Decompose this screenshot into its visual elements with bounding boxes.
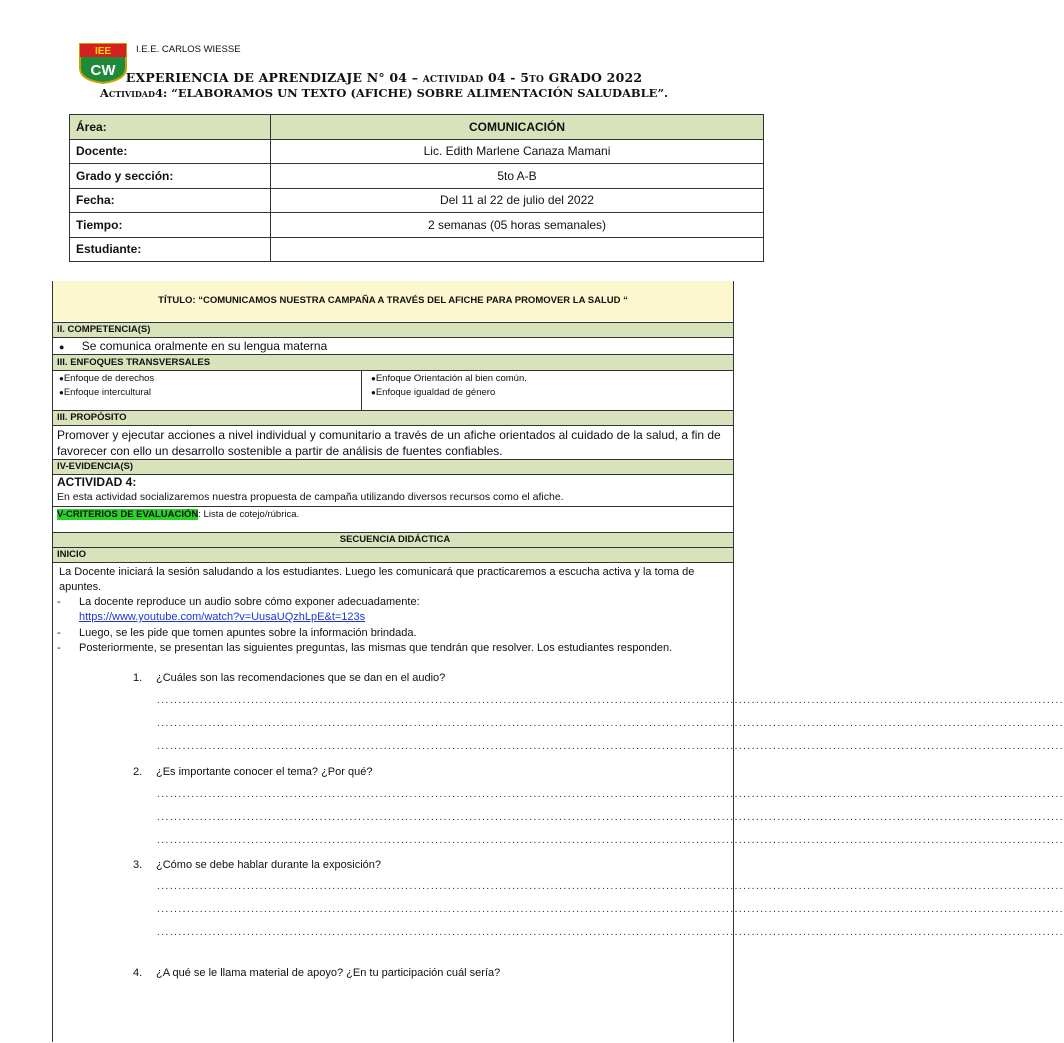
- answer-line[interactable]: ....................................................................................................................................................................................................................: [157, 835, 1064, 846]
- question: [133, 859, 381, 871]
- divider: [361, 371, 362, 411]
- session-title: TÍTULO: “COMUNICAMOS NUESTRA CAMPAÑA A TRAVÉS DEL AFICHE PARA PROMOVER LA SALUD “: [158, 295, 628, 306]
- question-text: ¿Cómo se debe hablar durante la exposición?: [156, 859, 382, 871]
- info-value: Del 11 al 22 de julio del 2022: [271, 188, 764, 213]
- criterios-row: [53, 506, 733, 522]
- student-field[interactable]: [271, 237, 764, 262]
- title-part: - 5: [505, 70, 530, 85]
- question-text: ¿Es importante conocer el tema? ¿Por qué?: [156, 766, 373, 778]
- competencia-row: [53, 337, 733, 354]
- logo-bottom-text: CW: [90, 62, 116, 79]
- info-key: Área:: [70, 115, 271, 140]
- page-subtitle: [0, 86, 768, 100]
- actividad-heading: ACTIVIDAD 4:: [57, 475, 137, 489]
- bullet-icon: ●: [59, 388, 64, 397]
- answer-line[interactable]: ....................................................................................................................................................................................................................: [157, 904, 1064, 915]
- session-title-row: [53, 281, 733, 321]
- table-row: [70, 237, 764, 262]
- answer-line[interactable]: ....................................................................................................................................................................................................................: [157, 695, 1064, 706]
- title-part: EXPERIENCIA DE APRENDIZAJE N° 04 –: [125, 70, 423, 85]
- actividad-text: En esta actividad socializaremos nuestra propuesta de campaña utilizando diversos recursos como el afiche.: [57, 491, 564, 503]
- info-key: Fecha:: [70, 188, 271, 213]
- enfoque-text: Enfoque intercultural: [63, 387, 151, 398]
- criterios-heading: V-CRITERIOS DE EVALUACIÓN: [57, 509, 199, 520]
- session-block: [52, 281, 1064, 1042]
- answer-line[interactable]: ....................................................................................................................................................................................................................: [157, 741, 1064, 752]
- info-table: [69, 114, 764, 262]
- enfoque-text: Enfoque igualdad de género: [375, 387, 496, 398]
- dash: -: [57, 642, 61, 654]
- evidencia-heading: IV-EVIDENCIA(S): [53, 459, 733, 474]
- title-part: GRADO 2022: [544, 70, 643, 85]
- bullet-icon: ●: [59, 374, 64, 383]
- question: [133, 672, 445, 684]
- school-name: I.E.E. CARLOS WIESSE: [136, 44, 241, 55]
- enfoque-item: [59, 373, 154, 384]
- bullet-icon: ●: [59, 342, 65, 352]
- enfoques-row: [53, 370, 733, 411]
- answer-line[interactable]: ....................................................................................................................................................................................................................: [157, 789, 1064, 800]
- question-number: 2.: [133, 766, 143, 778]
- inicio-heading: INICIO: [53, 547, 733, 562]
- info-key: Grado y sección:: [70, 164, 271, 189]
- subtitle-part: A: [99, 86, 109, 100]
- proposito-heading: III. PROPÓSITO: [53, 410, 733, 425]
- info-value: Lic. Edith Marlene Canaza Mamani: [271, 139, 764, 164]
- page-title: [0, 70, 768, 85]
- title-part: to: [529, 70, 545, 85]
- table-row: [70, 164, 764, 189]
- table-row: [70, 188, 764, 213]
- title-part: actividad 04: [422, 70, 506, 85]
- secuencia-heading: SECUENCIA DIDÁCTICA: [53, 532, 733, 547]
- answer-line[interactable]: ....................................................................................................................................................................................................................: [157, 812, 1064, 823]
- info-key: Docente:: [70, 139, 271, 164]
- dash: -: [57, 596, 61, 608]
- question-number: 4.: [133, 967, 143, 979]
- bullet-text: Luego, se les pide que tomen apuntes sobre la información brindada.: [79, 627, 417, 639]
- video-link[interactable]: https://www.youtube.com/watch?v=UusaUQzhLpE&t=123s: [79, 611, 366, 623]
- enfoques-heading: III. ENFOQUES TRANSVERSALES: [53, 354, 733, 370]
- table-row: [70, 139, 764, 164]
- competencia-text: Se comunica oralmente en su lengua materna: [81, 339, 328, 353]
- enfoque-item: [371, 373, 527, 384]
- subtitle-part: ctividad: [108, 86, 155, 100]
- question-text: ¿A qué se le llama material de apoyo? ¿En tu participación cuál sería?: [156, 967, 501, 979]
- question-number: 3.: [133, 859, 143, 871]
- question: [133, 967, 500, 979]
- enfoque-item: [371, 387, 495, 398]
- answer-line[interactable]: ....................................................................................................................................................................................................................: [157, 927, 1064, 938]
- dash: -: [57, 627, 61, 639]
- enfoque-text: Enfoque de derechos: [63, 373, 155, 384]
- question: [133, 766, 372, 778]
- answer-line[interactable]: ....................................................................................................................................................................................................................: [157, 718, 1064, 729]
- bullet-text: Posteriormente, se presentan las siguientes preguntas, las mismas que tendrán que resolver. Los estudiantes responden.: [79, 642, 673, 654]
- inicio-paragraph: La Docente iniciará la sesión saludando a los estudiantes. Luego les comunicará que practicaremos a escucha activa y la toma de apuntes.: [59, 566, 695, 593]
- inicio-content: [53, 562, 1064, 1043]
- evidencia-row: [53, 474, 733, 506]
- info-value: COMUNICACIÓN: [271, 115, 764, 140]
- info-key: Estudiante:: [70, 237, 271, 262]
- info-key: Tiempo:: [70, 213, 271, 238]
- subtitle-part: 4: “ELABORAMOS UN TEXTO (AFICHE) SOBRE ALIMENTACIÓN SALUDABLE”.: [154, 86, 669, 100]
- enfoque-item: [59, 387, 151, 398]
- proposito-text: Promover y ejecutar acciones a nivel individual y comunitario a través de un afiche orientados al cuidado de la salud, a fin de favorecer con ello un desarrollo sostenible a partir de análisis de fuentes confiables.: [53, 425, 733, 459]
- bullet-icon: ●: [371, 388, 376, 397]
- info-value: 5to A-B: [271, 164, 764, 189]
- table-row: [70, 115, 764, 140]
- competencia-heading: II. COMPETENCIA(S): [53, 322, 733, 337]
- info-value: 2 semanas (05 horas semanales): [271, 213, 764, 238]
- answer-line[interactable]: ....................................................................................................................................................................................................................: [157, 881, 1064, 892]
- bullet-icon: ●: [371, 374, 376, 383]
- enfoque-text: Enfoque Orientación al bien común.: [375, 373, 527, 384]
- question-text: ¿Cuáles son las recomendaciones que se dan en el audio?: [156, 672, 446, 684]
- bullet-text: La docente reproduce un audio sobre cómo exponer adecuadamente:: [79, 596, 420, 608]
- logo-top-text: IEE: [94, 46, 112, 57]
- criterios-text: : Lista de cotejo/rúbrica.: [198, 509, 300, 520]
- table-row: [70, 213, 764, 238]
- question-number: 1.: [133, 672, 143, 684]
